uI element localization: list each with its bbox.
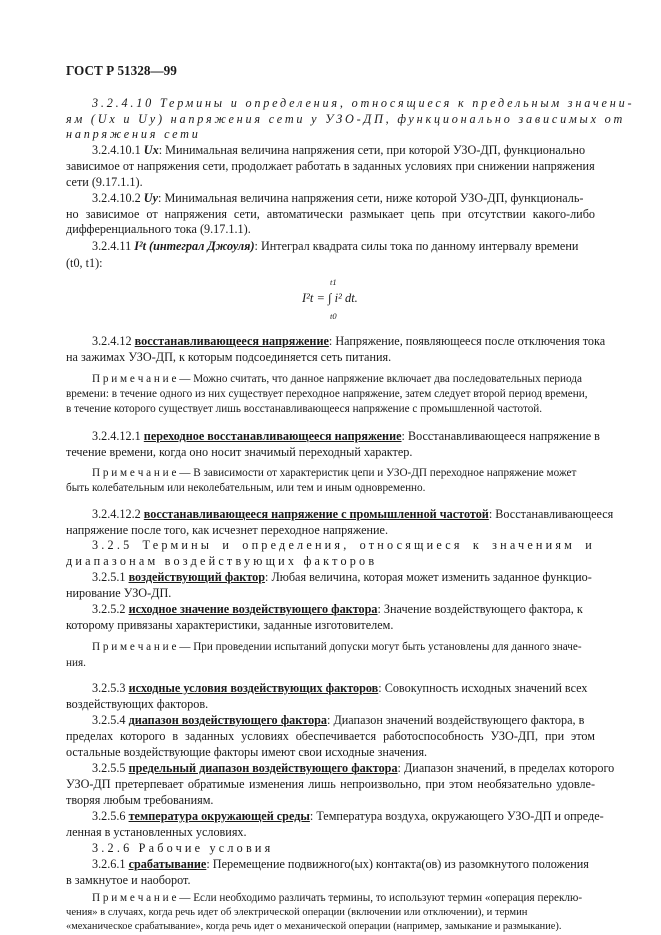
section-3-2-5-6-line1 [92, 809, 604, 823]
section-3-2-5-4-line2: пределах которого в заданных условиях обеспечивается работоспособность УЗО-ДП, при этом [66, 729, 595, 743]
term-joule-integral: I²t (интеграл Джоуля) [134, 239, 255, 253]
symbol-ux: Ux [143, 143, 159, 157]
section-number: 3.2.6.1 [92, 857, 126, 871]
term: исходное значение воздействующего фактора [128, 602, 378, 616]
term: переходное восстанавливающееся напряжение [143, 429, 402, 443]
definition-text: : Диапазон значений воздействующего фактора, в [327, 713, 585, 727]
section-3-2-5-1-line1 [92, 570, 592, 584]
section-number: 3.2.4.11 [92, 239, 132, 253]
section-number: 3.2.5.3 [92, 681, 126, 695]
section-3-2-5-4-line1 [92, 713, 584, 727]
definition-text: : Любая величина, которая может изменить заданное функцио- [265, 570, 592, 584]
definition-text: : Значение воздействующего фактора, к [377, 602, 583, 616]
note-1-line3: в течение которого существует лишь восстанавливающееся напряжение с промышленной частотой. [66, 403, 543, 415]
section-number: 3.2.4.10.1 [92, 143, 141, 157]
definition-text: : Температура воздуха, окружающего УЗО-ДП и опреде- [309, 809, 604, 823]
section-3-2-4-10-line2: ям (Ux и Uy) напряжения сети у УЗО-ДП, функционально зависимых от [66, 112, 626, 126]
section-3-2-5-line2: диапазонам воздействующих факторов [66, 554, 378, 568]
term: воздействующий фактор [128, 570, 266, 584]
note-4-line3: «механическое срабатывание», когда речь идет о механической операции (например, замыкание и размыкание). [66, 921, 562, 932]
section-3-2-5-5-line3: творяя любым требованиям. [66, 793, 214, 807]
section-3-2-5-2-line2: которому привязаны характеристики, заданные изготовителем. [66, 618, 394, 632]
definition-text: : Восстанавливающееся [488, 507, 614, 521]
definition-text: : Напряжение, появляющееся после отключения тока [328, 334, 606, 348]
note-1-line2: времени: в течение одного из них существует переходное напряжение, затем следует второй период времени, [66, 388, 588, 400]
definition-text: : Минимальная величина напряжения сети, ниже которой УЗО-ДП, функциональ- [158, 191, 584, 205]
definition-text: : Минимальная величина напряжения сети, при которой УЗО-ДП, функционально [158, 143, 586, 157]
section-3-2-6-heading: 3.2.6 Рабочие условия [92, 841, 274, 855]
note-label: П р и м е ч а н и е [92, 467, 177, 479]
note-4-line1 [92, 892, 582, 905]
note-text: — Можно считать, что данное напряжение включает два последовательных периода [176, 373, 582, 385]
note-text: — Если необходимо различать термины, то используют термин «операция переклю- [176, 892, 583, 904]
section-3-2-5-6-line2: ленная в установленных условиях. [66, 825, 247, 839]
term: срабатывание [128, 857, 207, 871]
section-3-2-4-11-line1 [92, 239, 578, 253]
section-3-2-4-10-line3: напряжения сети [66, 127, 201, 141]
section-3-2-5-5-line2: УЗО-ДП претерпевает обратимые изменения лишь непроизвольно, при этом необязательно удовле- [66, 777, 595, 791]
term: восстанавливающееся напряжение [134, 334, 329, 348]
section-3-2-5-line1: 3.2.5 Термины и определения, относящиеся к значениям и [92, 538, 595, 552]
section-3-2-4-10-1-line1 [92, 143, 585, 157]
section-3-2-5-3-line1 [92, 681, 588, 695]
section-3-2-4-10-1-line2: зависимое от напряжения сети, продолжает работать в заданных условиях при снижении напряжения [66, 159, 595, 173]
section-number: 3.2.5.4 [92, 713, 126, 727]
note-label: П р и м е ч а н и е [92, 373, 177, 385]
section-3-2-4-10-2-line3: дифференциального тока (9.17.1.1). [66, 222, 251, 236]
integral-lower-limit: t0 [330, 311, 337, 321]
section-3-2-4-10-2-line2: но зависимое от напряжения сети, автоматически размыкает цепь при отсутствии какого-либо [66, 207, 595, 221]
section-3-2-5-1-line2: нирование УЗО-ДП. [66, 586, 172, 600]
definition-text: : Совокупность исходных значений всех [378, 681, 588, 695]
note-1-line1 [92, 373, 582, 386]
document-header: ГОСТ Р 51328—99 [66, 63, 177, 78]
section-number: 3.2.4.10.2 [92, 191, 141, 205]
definition-text: : Перемещение подвижного(ых) контакта(ов) из разомкнутого положения [206, 857, 589, 871]
note-2-line1 [92, 467, 576, 480]
section-3-2-6-1-line1 [92, 857, 589, 871]
section-number: 3.2.5.1 [92, 570, 126, 584]
term: диапазон воздействующего фактора [128, 713, 328, 727]
note-label: П р и м е ч а н и е [92, 892, 177, 904]
section-3-2-6-1-line2: в замкнутое и наоборот. [66, 873, 191, 887]
section-3-2-4-11-line2: (t0, t1): [66, 256, 103, 270]
integral-upper-limit: t1 [330, 277, 337, 287]
section-3-2-4-12-2-line2: напряжение после того, как исчезнет переходное напряжение. [66, 523, 389, 537]
section-number: 3.2.5.6 [92, 809, 126, 823]
term: температура окружающей среды [128, 809, 310, 823]
section-number: 3.2.5.2 [92, 602, 126, 616]
definition-text: : Диапазон значений, в пределах которого [397, 761, 615, 775]
note-3-line1 [92, 641, 582, 654]
section-number: 3.2.5.5 [92, 761, 126, 775]
symbol-uy: Uy [143, 191, 159, 205]
section-number: 3.2.4.12.2 [92, 507, 141, 521]
section-3-2-5-5-line1 [92, 761, 614, 775]
definition-text: : Восстанавливающееся напряжение в [401, 429, 600, 443]
term: исходные условия воздействующих факторов [128, 681, 379, 695]
section-3-2-4-10-line1: 3.2.4.10 Термины и определения, относящиеся к предельным значени- [92, 96, 635, 110]
note-text: — При проведении испытаний допуски могут быть установлены для данного значе- [176, 641, 582, 653]
section-number: 3.2.4.12.1 [92, 429, 141, 443]
term: предельный диапазон воздействующего фактора [128, 761, 398, 775]
section-3-2-4-12-1-line1 [92, 429, 600, 443]
section-3-2-4-12-2-line1 [92, 507, 613, 521]
section-number: 3.2.4.12 [92, 334, 132, 348]
note-label: П р и м е ч а н и е [92, 641, 177, 653]
section-3-2-4-10-2-line1 [92, 191, 583, 205]
term: восстанавливающееся напряжение с промышленной частотой [143, 507, 489, 521]
definition-text: : Интеграл квадрата силы тока по данному интервалу времени [254, 239, 579, 253]
note-text: — В зависимости от характеристик цепи и УЗО-ДП переходное напряжение может [176, 467, 577, 479]
section-3-2-4-12-line1 [92, 334, 605, 348]
note-4-line2: чения» в случаях, когда речь идет об электрической операции (включении или отключении), и термин [66, 907, 528, 918]
joule-integral-formula: I²t = ∫ i² dt. [302, 291, 358, 305]
section-3-2-5-3-line2: воздействующих факторов. [66, 697, 209, 711]
note-2-line2: быть колебательным или неколебательным, или тем и иным одновременно. [66, 482, 426, 494]
note-3-line2: ния. [66, 657, 86, 669]
section-3-2-5-4-line3: остальные воздействующие факторы имеют свои исходные значения. [66, 745, 428, 759]
section-3-2-4-12-line2: на зажимах УЗО-ДП, к которым подсоединяется сеть питания. [66, 350, 392, 364]
section-3-2-4-10-1-line3: сети (9.17.1.1). [66, 175, 143, 189]
section-3-2-4-12-1-line2: течение времени, когда оно носит значимый переходный характер. [66, 445, 413, 459]
section-3-2-5-2-line1 [92, 602, 583, 616]
